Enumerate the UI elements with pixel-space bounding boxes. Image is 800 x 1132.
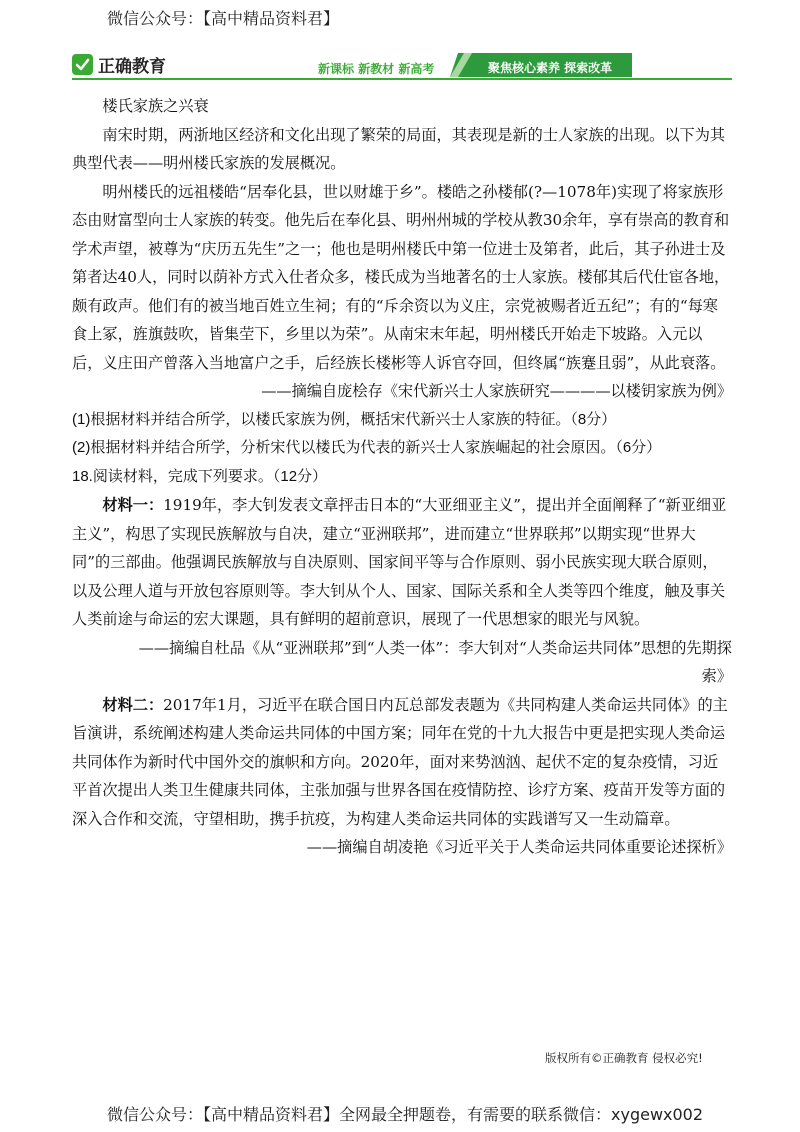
passage-source: ——摘编自庞桧存《宋代新兴士人家族研究————以楼钥家族为例》 [261,382,732,400]
document-body [72,92,732,862]
material-one [72,491,732,634]
material-label: 材料一： [102,496,164,514]
material-source: ——摘编自胡凌艳《习近平关于人类命运共同体重要论述探析》 [306,838,732,856]
question-item: (2)根据材料并结合所学，分析宋代以楼氏为代表的新兴士人家族崛起的社会原因。（6分） [72,439,662,456]
passage-title: 楼氏家族之兴衰 [102,97,209,115]
passage-paragraph: 明州楼氏的远祖楼皓“居奉化县，世以财雄于乡”。楼皓之孙楼郁(?—1078年)实现了将家族形态由财富型向士人家族的转变。他先后在奉化县、明州州城的学校从教30余年，享有崇高的教育和学术声望，被尊为“庆历五先生”之一；他也是明州楼氏中第一位进士及第者，此后，其子孙进士及第者达40人，同时以荫补方式入仕者众多，楼氏成为当地著名的士人家族。楼郁其后代仕宦各地，颇有政声。他们有的被当地百姓立生祠；有的“斥余资以为义庄，宗党被赐者近五纪”；有的“每寒食上冢，旌旗鼓吹，皆集茔下，乡里以为荣”。从南宋末年起，明州楼氏开始走下坡路。入元以后，义庄田产曾落入当地富户之手，后经族长楼彬等人诉官夺回，但终属“族蹇且弱”，从此衰落。 [72,182,730,372]
question-stem: 18.阅读材料，完成下列要求。（12分） [72,467,328,485]
header-banner-text: 聚焦核心素养 探索改革 [488,61,613,75]
material-text: 1919年，李大钊发表文章抨击日本的“大亚细亚主义”，提出并全面阐释了“新亚细亚主义”，构思了实现民族解放与自决，建立“亚洲联邦”，进而建立“世界联邦”以期实现“世界大同”的三部曲。他强调民族解放与自决原则、国家间平等与合作原则、弱小民族实现大联合原则，以及公理人道与开放包容原则等。李大钊从个人、国家、国际关系和全人类等四个维度，触及事关人类前途与命运的宏大课题，具有鲜明的超前意识，展现了一代思想家的眼光与风貌。 [72,496,727,628]
header-wechat: 微信公众号：【高中精品资料君】 [107,9,340,28]
material-source: ——摘编自杜品《从“亚洲联邦”到“人类一体”：李大钊对“人类命运共同体”思想的先期探索》 [138,638,732,685]
checkmark-icon [72,54,93,75]
header-divider [72,78,732,80]
logo-text: 正确教育 [98,57,166,77]
copyright-notice: 版权所有©正确教育 侵权必究! [545,1051,703,1065]
material-text: 2017年1月，习近平在联合国日内瓦总部发表题为《共同构建人类命运共同体》的主旨演讲，系统阐述构建人类命运共同体的中国方案；同年在党的十九大报告中更是把实现人类命运共同体作为新时代中国外交的旗帜和方向。2020年，面对来势汹汹、起伏不定的复杂疫情，习近平首次提出人类卫生健康共同体，主张加强与世界各国在疫情防控、诊疗方案、疫苗开发等方面的深入合作和交流，守望相助，携手抗疫，为构建人类命运共同体的实践谱写又一生动篇章。 [72,695,728,828]
brand-logo [72,52,166,77]
material-two [72,691,732,834]
footer-wechat: 微信公众号：【高中精品资料君】全网最全押题卷，有需要的联系微信：xygewx002 [107,1105,704,1124]
question-item: (1)根据材料并结合所学，以楼氏家族为例，概括宋代新兴士人家族的特征。（8分） [72,410,617,428]
header-slogan: 新课标 新教材 新高考 [318,62,435,76]
passage-paragraph: 南宋时期，两浙地区经济和文化出现了繁荣的局面，其表现是新的士人家族的出现。以下为其典型代表——明州楼氏家族的发展概况。 [72,125,726,172]
material-label: 材料二： [102,695,164,714]
